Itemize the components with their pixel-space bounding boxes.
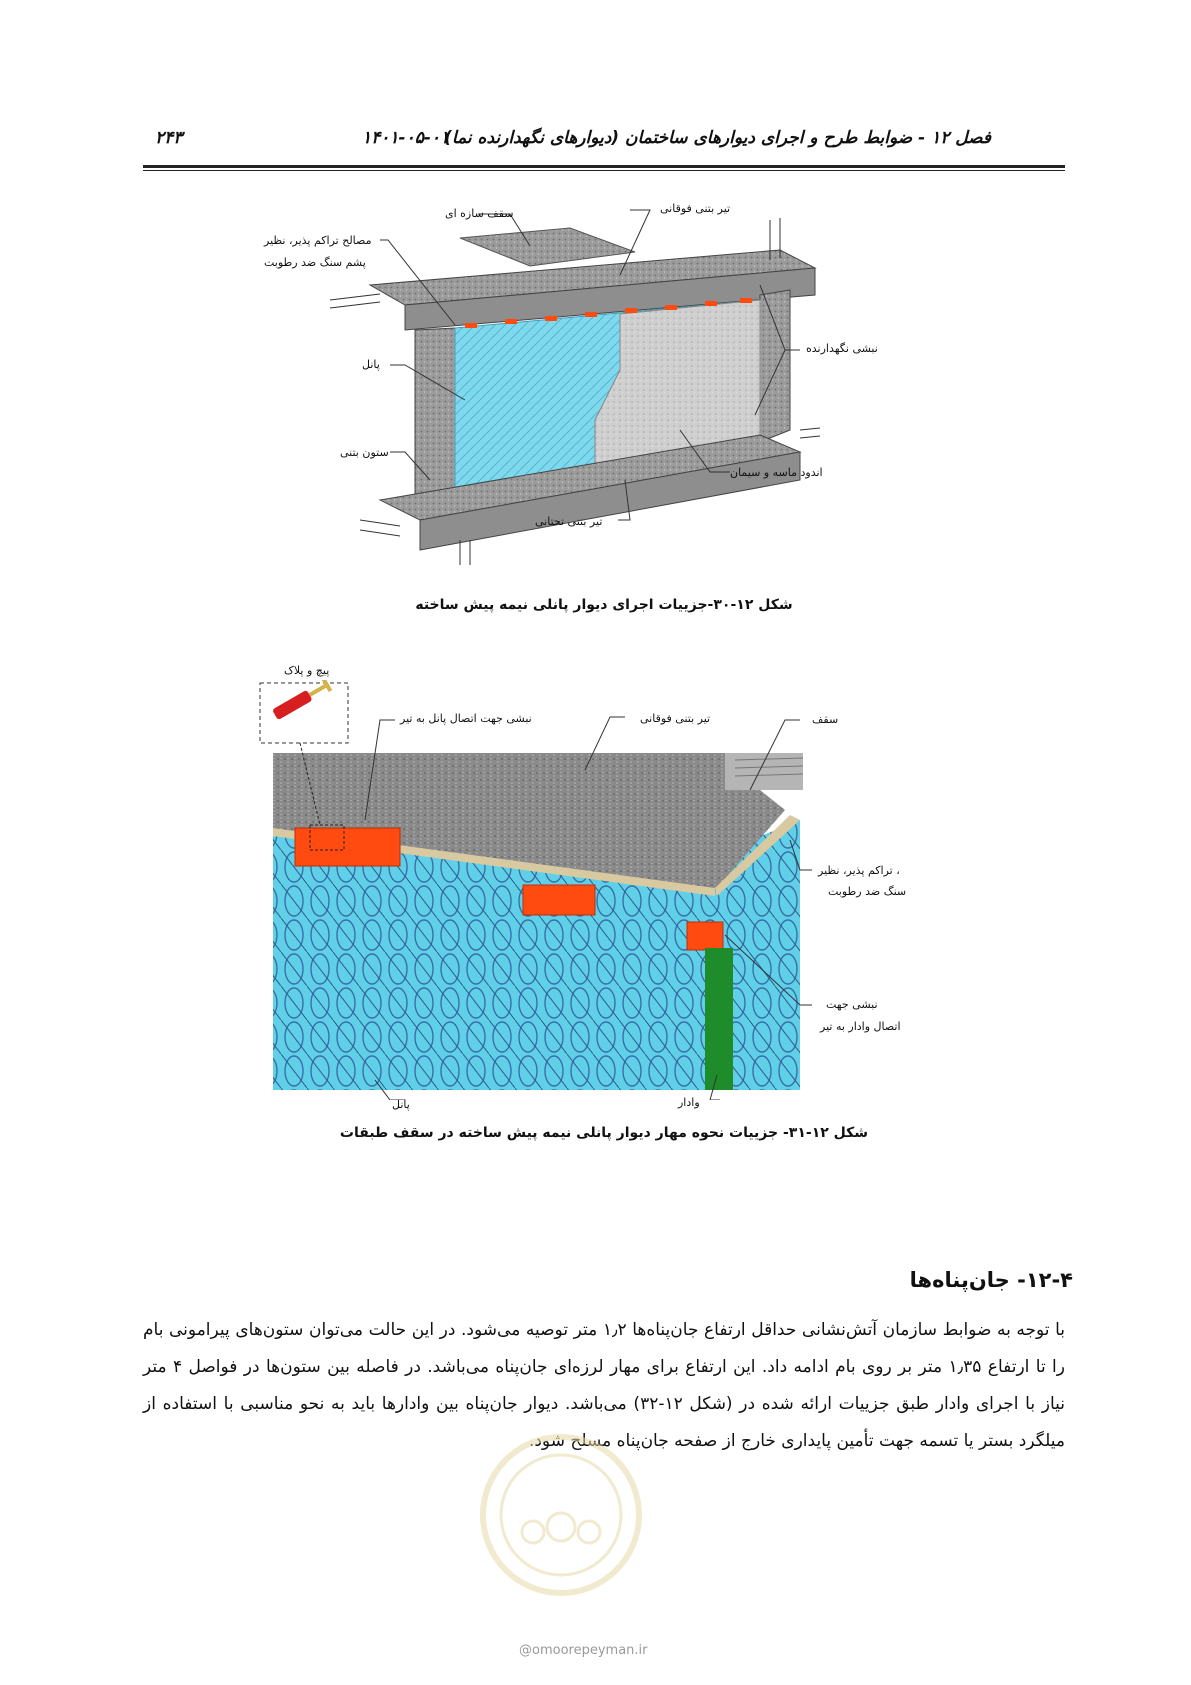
fig1-label-top-beam: تیر بتنی فوقانی [660, 202, 731, 215]
fig2-label-angle-vadar-2: اتصال وادار به تیر [820, 1020, 901, 1033]
header-rule-thin [143, 170, 1065, 171]
fig2-label-angle-panel-beam: نبشی جهت اتصال پانل به تیر [400, 712, 532, 725]
fig2-label-top-beam: تیر بتنی فوقانی [640, 712, 711, 725]
figure-2-illustration [255, 680, 815, 1100]
fig2-label-screw: پیچ و پلاک [284, 664, 330, 677]
vadar-post [705, 948, 733, 1090]
header-date: ۱۴۰۱-۰۵-۰۱ [362, 128, 450, 148]
header-rule [143, 165, 1065, 168]
fig1-label-bottom-beam: تیر بتنی تحتانی [535, 515, 603, 528]
fig1-label-roof: سقف سازه ای [445, 207, 514, 220]
angle-3 [687, 922, 723, 950]
watermark-seal [478, 1432, 644, 1598]
paragraph-text: با توجه به ضوابط سازمان آتش‌نشانی حداقل ارتفاع جان‌پناه‌ها ۱٫۲ متر توصیه می‌شود. در این حالت می‌توان ستون‌های پیرامونی بام را تا ارتفاع ۱٫۳۵ متر بر روی بام ادامه داد. این ارتفاع برای مهار لرزه‌ای جان‌پناه می‌باشد. در فاصله بین ستون‌ها در فواصل ۴ متر نیاز با اجرای وادار طبق جزییات ارائه شده در (شکل ۱۲-۳۲) می‌باشد. دیوار جان‌پناه بین وادارها باید به نحو مناسبی با استفاده از میلگرد بستر یا تسمه جهت تأمین پایداری خارج از صفحه جان‌پناه مسلح شود. [143, 1320, 1066, 1451]
fig1-label-panel: پانل [362, 358, 380, 371]
fig1-label-column: ستون بتنی [340, 446, 389, 459]
fig2-label-material-2: سنگ ضد رطوبت [828, 885, 907, 898]
fig2-label-panel: پانل [392, 1098, 410, 1111]
fig2-label-material-1: ، تراکم پذیر، نظیر [818, 864, 900, 877]
page-number: ۲۴۳ [155, 128, 183, 148]
fig1-label-material-2: پشم سنگ ضد رطوبت [264, 256, 366, 269]
fig1-label-plaster: اندود ماسه و سیمان [730, 466, 823, 479]
fig1-label-retaining-angle: نبشی نگهدارنده [806, 342, 878, 355]
fig2-label-roof: سقف [812, 713, 839, 726]
roof-slab [460, 228, 635, 266]
fig1-label-material-1: مصالح تراکم پذیر، نظیر [264, 234, 372, 247]
figure-1-caption: شکل ۱۲-۳۰-جزییات اجرای دیوار پانلی نیمه پیش ساخته [415, 597, 793, 613]
watermark-url: @omoorepeyman.ir [519, 1643, 648, 1658]
angle-2 [523, 885, 595, 915]
chapter-title: فصل ۱۲ - ضوابط طرح و اجرای دیوارهای ساختمان (دیوارهای نگهدارنده نما) [444, 128, 991, 148]
fig2-label-angle-vadar-1: نبشی جهت [826, 998, 878, 1011]
section-title: ۱۲-۴- جان‌پناه‌ها [909, 1268, 1073, 1292]
figure-1-illustration [240, 190, 960, 590]
fig2-label-vadar: وادار [678, 1096, 700, 1109]
figure-2-caption: شکل ۱۲-۳۱- جزییات نحوه مهار دیوار پانلی نیمه پیش ساخته در سقف طبقات [339, 1125, 869, 1141]
angle-1 [295, 828, 400, 866]
